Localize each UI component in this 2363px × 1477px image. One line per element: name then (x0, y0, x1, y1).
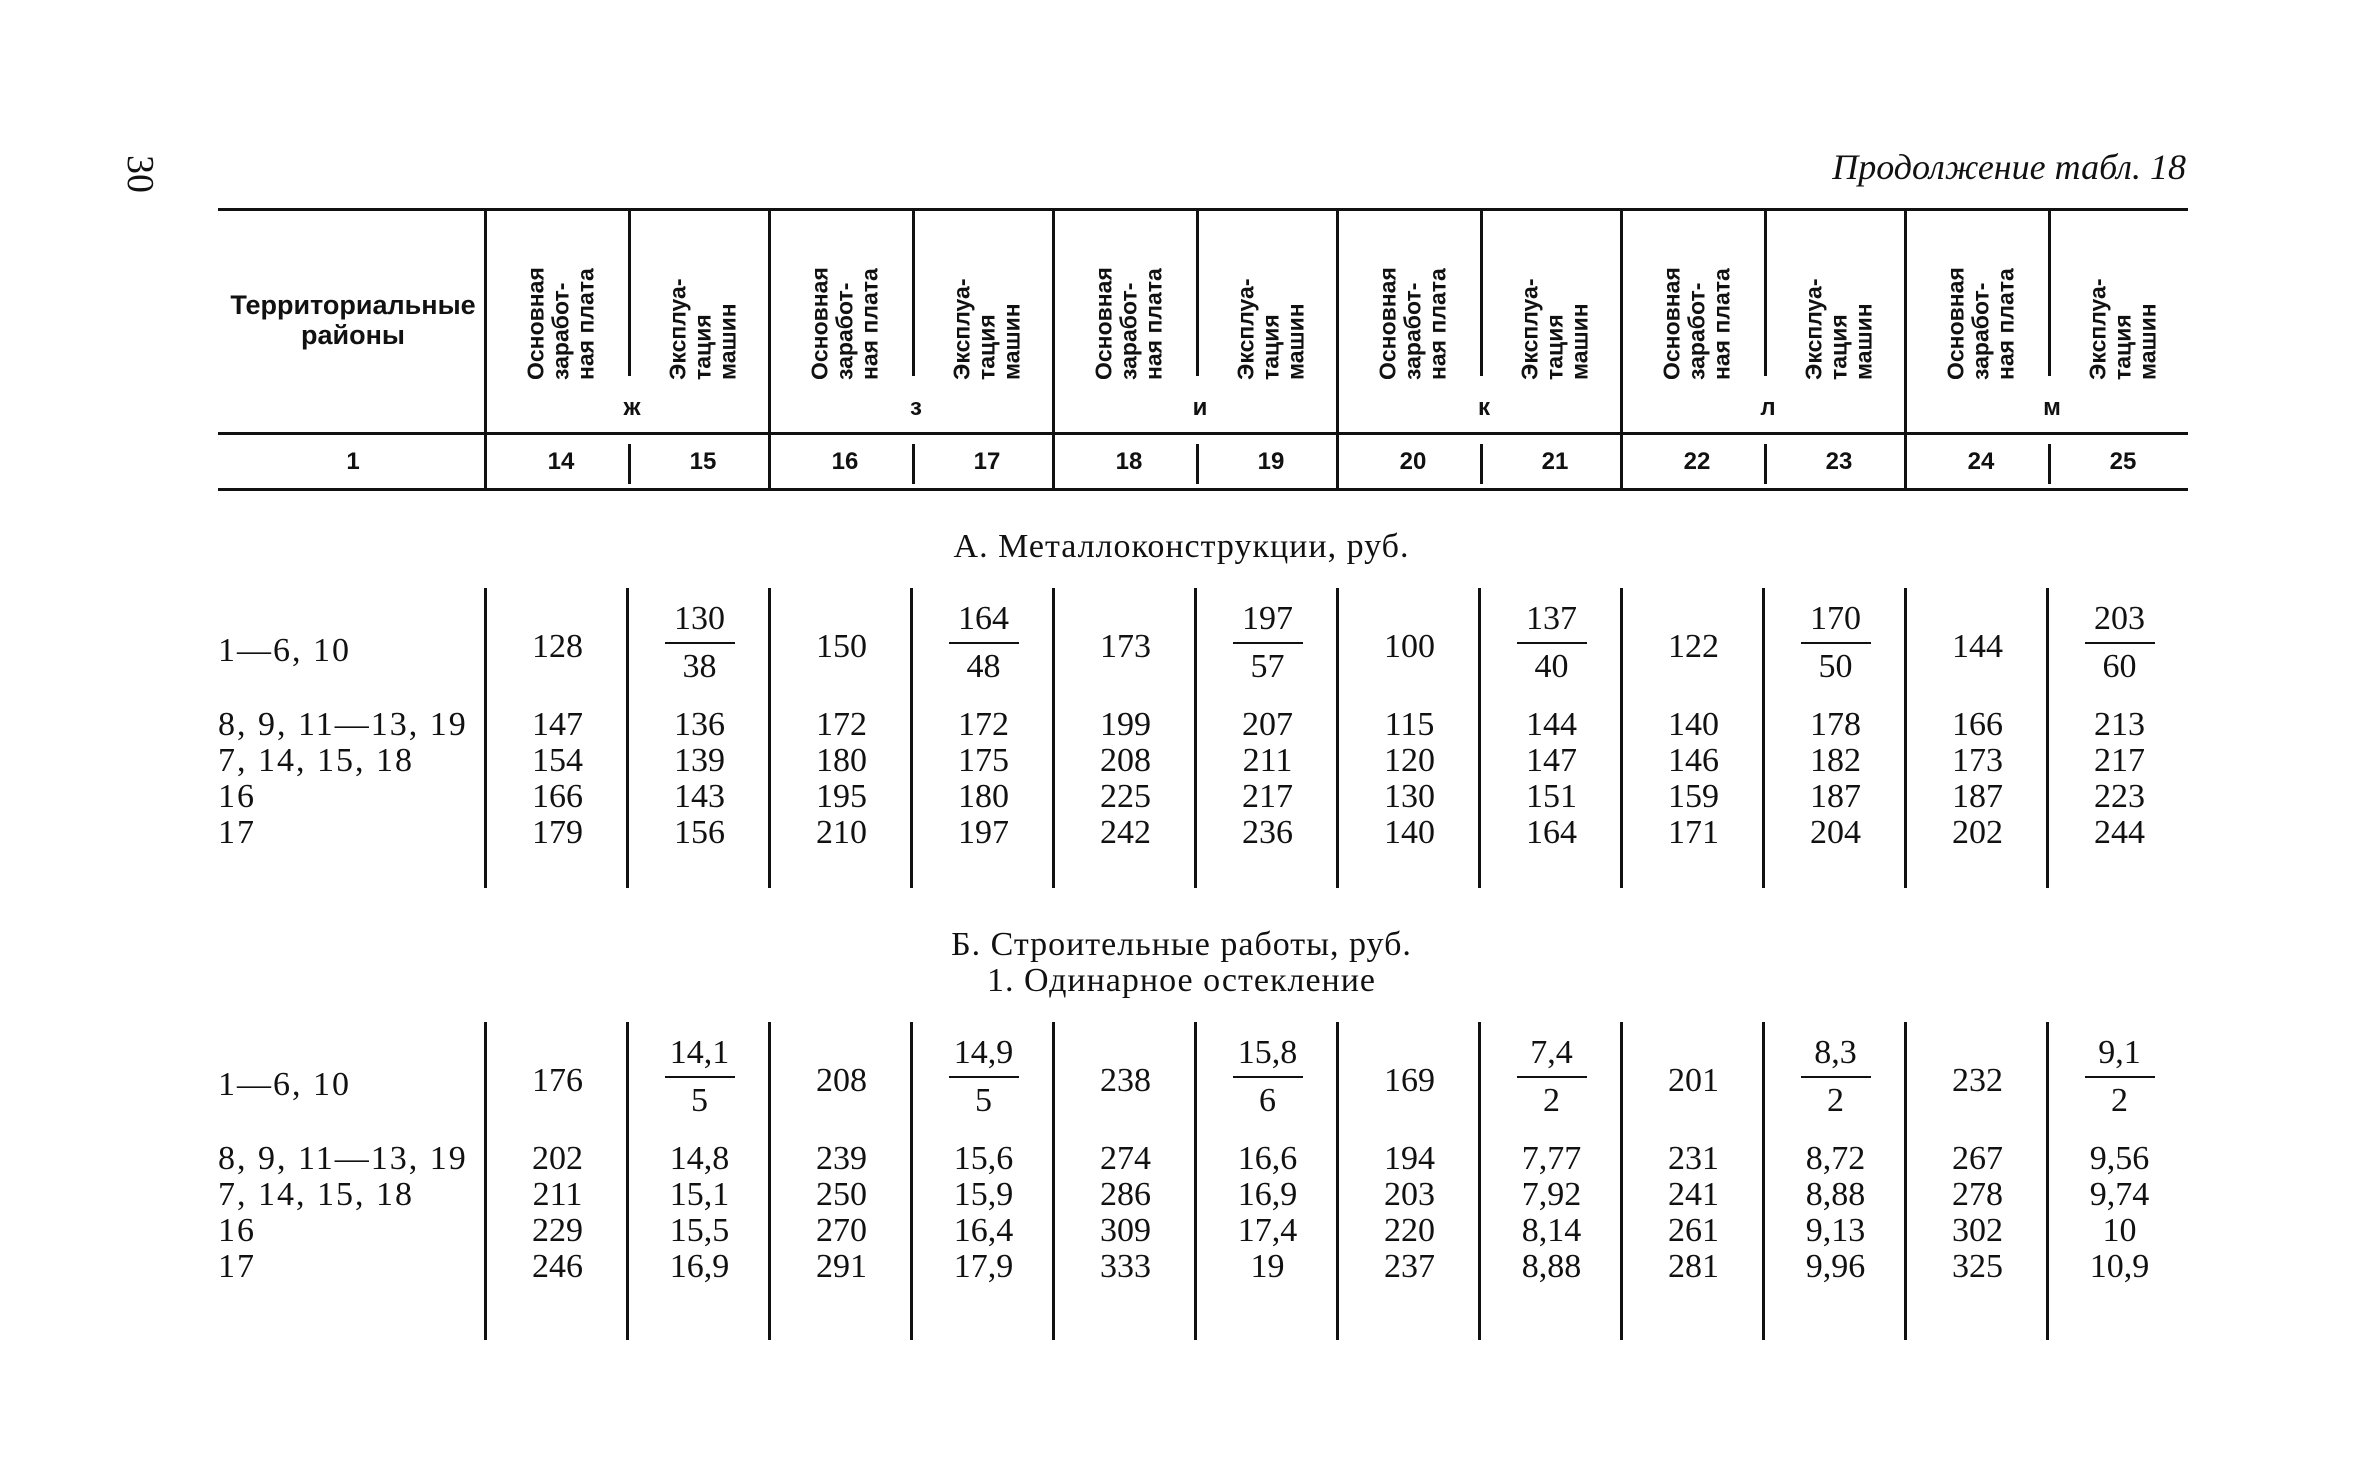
column-number: 21 (1541, 448, 1569, 475)
column-number: 23 (1825, 448, 1853, 475)
table-cell: 147 (532, 706, 583, 743)
row-label: 17 (218, 814, 256, 851)
table-cell: 172 (958, 706, 1009, 743)
subcolumn-divider (1480, 211, 1483, 376)
column-heading-box (1058, 214, 1200, 386)
table-cell: 241 (1668, 1176, 1719, 1213)
table-cell: 223 (2094, 778, 2145, 815)
group-letter: к (1477, 394, 1490, 421)
subcolumn-divider (1196, 211, 1199, 376)
table-cell: 325 (1952, 1248, 2003, 1285)
fraction-numerator: 170 (1810, 600, 1861, 637)
group-divider (1620, 211, 1623, 489)
fraction-cell (1484, 600, 1619, 686)
table-cell: 278 (1952, 1176, 2003, 1213)
column-rule (1052, 1022, 1055, 1340)
fraction-numerator: 14,9 (953, 1034, 1014, 1071)
table-cell: 267 (1952, 1140, 2003, 1177)
table-cell: 309 (1100, 1212, 1151, 1249)
table-cell: 15,6 (953, 1140, 1014, 1177)
row-label: 8, 9, 11—13, 19 (218, 1140, 468, 1177)
column-rule (1194, 1022, 1197, 1340)
column-heading: Основная заработ- ная плата (1658, 267, 1735, 380)
column-number: 25 (2109, 448, 2137, 475)
fraction-denominator: 2 (1827, 1082, 1844, 1119)
table-cell: 146 (1668, 742, 1719, 779)
table-cell: 122 (1668, 628, 1719, 665)
column-rule (626, 588, 629, 888)
fraction-denominator: 6 (1259, 1082, 1276, 1119)
group-divider (1052, 211, 1055, 489)
column-rule (1762, 1022, 1765, 1340)
table-cell: 202 (532, 1140, 583, 1177)
section-title: Б. Строительные работы, руб. (951, 926, 1412, 963)
table-cell: 166 (1952, 706, 2003, 743)
table-header (218, 208, 2188, 494)
subcolumn-divider (2048, 211, 2051, 376)
fraction-numerator: 197 (1242, 600, 1293, 637)
table-cell: 17,4 (1237, 1212, 1298, 1249)
column-rule (2046, 588, 2049, 888)
table-cell: 236 (1242, 814, 1293, 851)
fraction-cell (1484, 1034, 1619, 1120)
table-cell: 187 (1810, 778, 1861, 815)
table-cell: 166 (532, 778, 583, 815)
row-label: 16 (218, 1212, 256, 1249)
column-heading: Основная заработ- ная плата (1942, 267, 2019, 380)
column-heading: Эксплуа- тация машин (948, 278, 1025, 380)
table-cell: 9,13 (1805, 1212, 1866, 1249)
column-heading: Основная заработ- ная плата (522, 267, 599, 380)
column-rule (1620, 588, 1623, 888)
number-divider (912, 444, 915, 484)
fraction-cell (1200, 1034, 1335, 1120)
column-heading-box (1342, 214, 1484, 386)
fraction-numerator: 137 (1526, 600, 1577, 637)
column-rule (1052, 588, 1055, 888)
table-cell: 9,56 (2089, 1140, 2150, 1177)
column-heading-box (1484, 214, 1626, 386)
fraction-denominator: 57 (1250, 648, 1285, 685)
table-cell: 333 (1100, 1248, 1151, 1285)
fraction-bar (1801, 642, 1871, 644)
column-rule (626, 1022, 629, 1340)
table-cell: 302 (1952, 1212, 2003, 1249)
fraction-cell (2052, 600, 2187, 686)
table-cell: 225 (1100, 778, 1151, 815)
fraction-denominator: 5 (975, 1082, 992, 1119)
table-cell: 14,8 (669, 1140, 730, 1177)
table-cell: 204 (1810, 814, 1861, 851)
table-cell: 211 (1242, 742, 1293, 779)
group-letter: и (1192, 394, 1208, 421)
column-heading-box (1626, 214, 1768, 386)
table-cell: 220 (1384, 1212, 1435, 1249)
subcolumn-divider (1764, 211, 1767, 376)
table-cell: 175 (958, 742, 1009, 779)
table-cell: 147 (1526, 742, 1577, 779)
column-rule (1904, 1022, 1907, 1340)
table-cell: 140 (1668, 706, 1719, 743)
table-cell: 237 (1384, 1248, 1435, 1285)
section-body (218, 588, 2188, 888)
table-cell: 286 (1100, 1176, 1151, 1213)
group-letter: ж (623, 394, 641, 421)
column-rule (1336, 588, 1339, 888)
number-divider (2048, 444, 2051, 484)
row-label: 7, 14, 15, 18 (218, 742, 414, 779)
column-heading: Основная заработ- ная плата (1090, 267, 1167, 380)
table-cell: 202 (1952, 814, 2003, 851)
column-heading-box (632, 214, 774, 386)
fraction-bar (1517, 642, 1587, 644)
table-cell: 217 (2094, 742, 2145, 779)
column-heading: Основная заработ- ная плата (806, 267, 883, 380)
table-cell: 8,88 (1805, 1176, 1866, 1213)
table-cell: 208 (816, 1062, 867, 1099)
fraction-cell (916, 1034, 1051, 1120)
row-label: 1—6, 10 (218, 632, 351, 669)
fraction-denominator: 2 (2111, 1082, 2128, 1119)
table-cell: 173 (1100, 628, 1151, 665)
table-cell: 197 (958, 814, 1009, 851)
column-heading-box (916, 214, 1058, 386)
column-number: 24 (1967, 448, 1995, 475)
group-divider (1336, 211, 1339, 489)
column-rule (484, 1022, 487, 1340)
column-number: 16 (831, 448, 859, 475)
table-cell: 17,9 (953, 1248, 1014, 1285)
table-cell: 180 (958, 778, 1009, 815)
fraction-numerator: 14,1 (669, 1034, 730, 1071)
fraction-cell (916, 600, 1051, 686)
fraction-denominator: 50 (1818, 648, 1853, 685)
fraction-numerator: 9,1 (2098, 1034, 2141, 1071)
column-rule (910, 1022, 913, 1340)
column-rule (1478, 1022, 1481, 1340)
fraction-numerator: 203 (2094, 600, 2145, 637)
row-label: 17 (218, 1248, 256, 1285)
table-cell: 15,1 (669, 1176, 730, 1213)
column-rule (768, 1022, 771, 1340)
column-number: 17 (973, 448, 1001, 475)
column-heading: Эксплуа- тация машин (664, 278, 741, 380)
table-cell: 195 (816, 778, 867, 815)
table-cell: 156 (674, 814, 725, 851)
table-cell: 172 (816, 706, 867, 743)
table-cell: 8,14 (1521, 1212, 1582, 1249)
table-cell: 207 (1242, 706, 1293, 743)
table-continuation-caption: Продолжение табл. 18 (1832, 147, 2186, 187)
table-cell: 244 (2094, 814, 2145, 851)
column-number: 18 (1115, 448, 1143, 475)
column-number: 14 (547, 448, 575, 475)
row-label: 1—6, 10 (218, 1066, 351, 1103)
number-divider (1196, 444, 1199, 484)
table-cell: 232 (1952, 1062, 2003, 1099)
header-top-rule (218, 208, 2188, 211)
column-number: 15 (689, 448, 717, 475)
table-cell: 291 (816, 1248, 867, 1285)
column-number: 20 (1399, 448, 1427, 475)
column-number: 22 (1683, 448, 1711, 475)
column-rule (768, 588, 771, 888)
header-mid-rule (218, 432, 2188, 435)
table-cell: 128 (532, 628, 583, 665)
table-cell: 229 (532, 1212, 583, 1249)
column-heading-box (1200, 214, 1342, 386)
table-cell: 239 (816, 1140, 867, 1177)
group-letter: з (910, 394, 922, 421)
fraction-bar (1233, 642, 1303, 644)
table-cell: 150 (816, 628, 867, 665)
table-cell: 274 (1100, 1140, 1151, 1177)
table-cell: 171 (1668, 814, 1719, 851)
table-cell: 169 (1384, 1062, 1435, 1099)
fraction-cell (632, 600, 767, 686)
fraction-numerator: 7,4 (1530, 1034, 1573, 1071)
group-divider (484, 211, 487, 489)
table-cell: 9,74 (2089, 1176, 2150, 1213)
table-cell: 201 (1668, 1062, 1719, 1099)
table-cell: 211 (532, 1176, 583, 1213)
table-cell: 7,92 (1521, 1176, 1582, 1213)
column-rule (2046, 1022, 2049, 1340)
table-cell: 179 (532, 814, 583, 851)
fraction-cell (2052, 1034, 2187, 1120)
fraction-cell (632, 1034, 767, 1120)
table-cell: 15,9 (953, 1176, 1014, 1213)
column-heading-box (1910, 214, 2052, 386)
table-cell: 242 (1100, 814, 1151, 851)
group-letter: м (2043, 394, 2061, 421)
fraction-bar (1801, 1076, 1871, 1078)
table-cell: 130 (1384, 778, 1435, 815)
row-label: 8, 9, 11—13, 19 (218, 706, 468, 743)
fraction-bar (665, 642, 735, 644)
header-bottom-rule (218, 488, 2188, 491)
table-cell: 100 (1384, 628, 1435, 665)
column-rule (910, 588, 913, 888)
table-cell: 19 (1250, 1248, 1285, 1285)
table-cell: 250 (816, 1176, 867, 1213)
table-cell: 261 (1668, 1212, 1719, 1249)
number-divider (628, 444, 631, 484)
table-cell: 8,72 (1805, 1140, 1866, 1177)
fraction-bar (2085, 642, 2155, 644)
table-cell: 144 (1952, 628, 2003, 665)
column-rule (484, 588, 487, 888)
table-cell: 10 (2102, 1212, 2137, 1249)
table-cell: 143 (674, 778, 725, 815)
subcolumn-divider (912, 211, 915, 376)
table-cell: 136 (674, 706, 725, 743)
column-number: 19 (1257, 448, 1285, 475)
table-cell: 176 (532, 1062, 583, 1099)
section-body (218, 1022, 2188, 1340)
table-cell: 140 (1384, 814, 1435, 851)
fraction-cell (1200, 600, 1335, 686)
territory-column-number: 1 (346, 448, 360, 475)
column-heading: Основная заработ- ная плата (1374, 267, 1451, 380)
table-cell: 208 (1100, 742, 1151, 779)
table-cell: 194 (1384, 1140, 1435, 1177)
table-cell: 187 (1952, 778, 2003, 815)
table-cell: 270 (816, 1212, 867, 1249)
table-cell: 115 (1384, 706, 1435, 743)
table-cell: 16,4 (953, 1212, 1014, 1249)
number-divider (1480, 444, 1483, 484)
table-cell: 203 (1384, 1176, 1435, 1213)
table-cell: 15,5 (669, 1212, 730, 1249)
table-cell: 231 (1668, 1140, 1719, 1177)
table-cell: 154 (532, 742, 583, 779)
column-rule (1904, 588, 1907, 888)
table-cell: 281 (1668, 1248, 1719, 1285)
column-rule (1762, 588, 1765, 888)
table-cell: 159 (1668, 778, 1719, 815)
row-label: 7, 14, 15, 18 (218, 1176, 414, 1213)
column-heading: Эксплуа- тация машин (2084, 278, 2161, 380)
column-rule (1336, 1022, 1339, 1340)
fraction-cell (1768, 600, 1903, 686)
column-rule (1478, 588, 1481, 888)
column-rule (1620, 1022, 1623, 1340)
group-divider (1904, 211, 1907, 489)
group-letter: л (1760, 394, 1776, 421)
table-cell: 10,9 (2089, 1248, 2150, 1285)
fraction-denominator: 60 (2102, 648, 2137, 685)
number-divider (1764, 444, 1767, 484)
column-heading-box (2052, 214, 2194, 386)
table-cell: 199 (1100, 706, 1151, 743)
table-cell: 9,96 (1805, 1248, 1866, 1285)
table-cell: 120 (1384, 742, 1435, 779)
table-cell: 16,6 (1237, 1140, 1298, 1177)
column-heading: Эксплуа- тация машин (1800, 278, 1877, 380)
table-cell: 164 (1526, 814, 1577, 851)
column-heading: Эксплуа- тация машин (1516, 278, 1593, 380)
table-cell: 7,77 (1521, 1140, 1582, 1177)
fraction-denominator: 38 (682, 648, 717, 685)
fraction-denominator: 5 (691, 1082, 708, 1119)
table-cell: 210 (816, 814, 867, 851)
table-cell: 151 (1526, 778, 1577, 815)
column-rule (1194, 588, 1197, 888)
table-cell: 238 (1100, 1062, 1151, 1099)
fraction-numerator: 164 (958, 600, 1009, 637)
table-cell: 16,9 (1237, 1176, 1298, 1213)
column-heading: Эксплуа- тация машин (1232, 278, 1309, 380)
table-cell: 16,9 (669, 1248, 730, 1285)
table-cell: 139 (674, 742, 725, 779)
fraction-numerator: 130 (674, 600, 725, 637)
fraction-bar (2085, 1076, 2155, 1078)
table-cell: 178 (1810, 706, 1861, 743)
table-cell: 8,88 (1521, 1248, 1582, 1285)
table-cell: 144 (1526, 706, 1577, 743)
fraction-bar (949, 1076, 1019, 1078)
fraction-denominator: 40 (1534, 648, 1569, 685)
table-cell: 173 (1952, 742, 2003, 779)
fraction-numerator: 8,3 (1814, 1034, 1857, 1071)
fraction-numerator: 15,8 (1237, 1034, 1298, 1071)
subcolumn-divider (628, 211, 631, 376)
table-cell: 182 (1810, 742, 1861, 779)
page-number: 30 (119, 155, 161, 193)
fraction-bar (665, 1076, 735, 1078)
section-subtitle: 1. Одинарное остекление (986, 962, 1377, 999)
column-heading-box (774, 214, 916, 386)
fraction-bar (949, 642, 1019, 644)
column-heading-box (1768, 214, 1910, 386)
group-divider (768, 211, 771, 489)
territory-column-heading: Территориальные районы (230, 290, 476, 350)
row-label: 16 (218, 778, 256, 815)
fraction-cell (1768, 1034, 1903, 1120)
table-cell: 246 (532, 1248, 583, 1285)
table-cell: 213 (2094, 706, 2145, 743)
fraction-denominator: 2 (1543, 1082, 1560, 1119)
table-cell: 180 (816, 742, 867, 779)
column-heading-box (490, 214, 632, 386)
fraction-denominator: 48 (966, 648, 1001, 685)
fraction-bar (1517, 1076, 1587, 1078)
section-title: А. Металлоконструкции, руб. (953, 528, 1410, 565)
fraction-bar (1233, 1076, 1303, 1078)
table-cell: 217 (1242, 778, 1293, 815)
